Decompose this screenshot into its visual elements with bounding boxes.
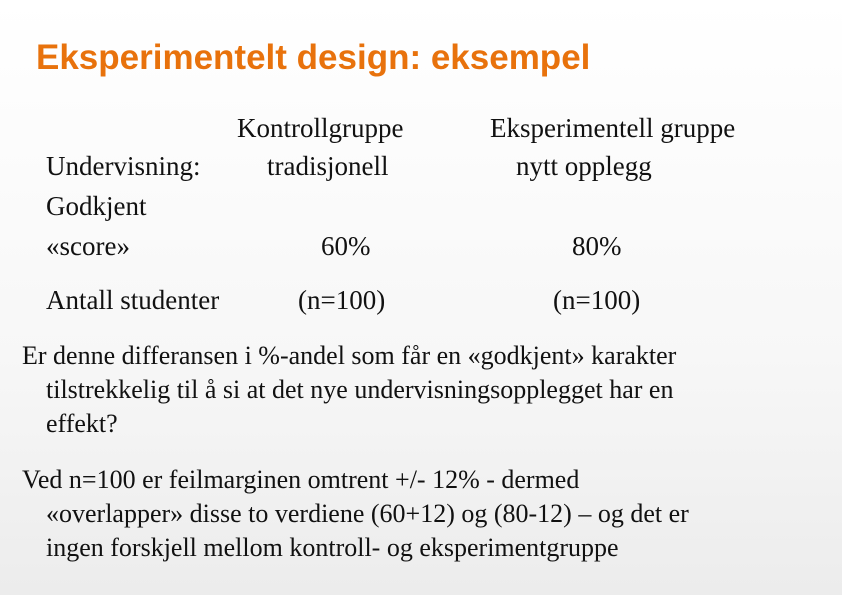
control-score-value: 60% (321, 231, 371, 261)
answer-line-3: ingen forskjell mellom kontroll- og eksperimentgruppe (46, 533, 619, 562)
experimental-score-value: 80% (572, 231, 622, 261)
control-group-header: Kontrollgruppe (237, 113, 404, 143)
answer-paragraph (22, 463, 812, 565)
answer-line-2: «overlapper» disse to verdiene (60+12) og (80-12) – og det er (46, 499, 689, 528)
control-teaching-value: tradisjonell (267, 151, 389, 181)
experimental-teaching-value: nytt opplegg (516, 151, 652, 181)
experimental-group-header: Eksperimentell gruppe (490, 113, 736, 143)
control-n-value: (n=100) (298, 285, 386, 315)
score-row-label-line2: «score» (46, 231, 130, 261)
students-row-label: Antall studenter (46, 285, 220, 315)
question-line-1: Er denne differansen i %-andel som får en «godkjent» karakter (22, 341, 677, 370)
question-paragraph (22, 339, 812, 441)
experimental-n-value: (n=100) (553, 285, 641, 315)
score-row-label-line1: Godkjent (46, 191, 147, 221)
answer-line-1: Ved n=100 er feilmarginen omtrent +/- 12% - dermed (22, 465, 580, 494)
teaching-row-label: Undervisning: (46, 151, 201, 181)
question-line-2: tilstrekkelig til å si at det nye undervisningsopplegget har en (46, 375, 674, 404)
slide-title: Eksperimentelt design: eksempel (36, 38, 591, 77)
question-line-3: effekt? (46, 409, 118, 438)
